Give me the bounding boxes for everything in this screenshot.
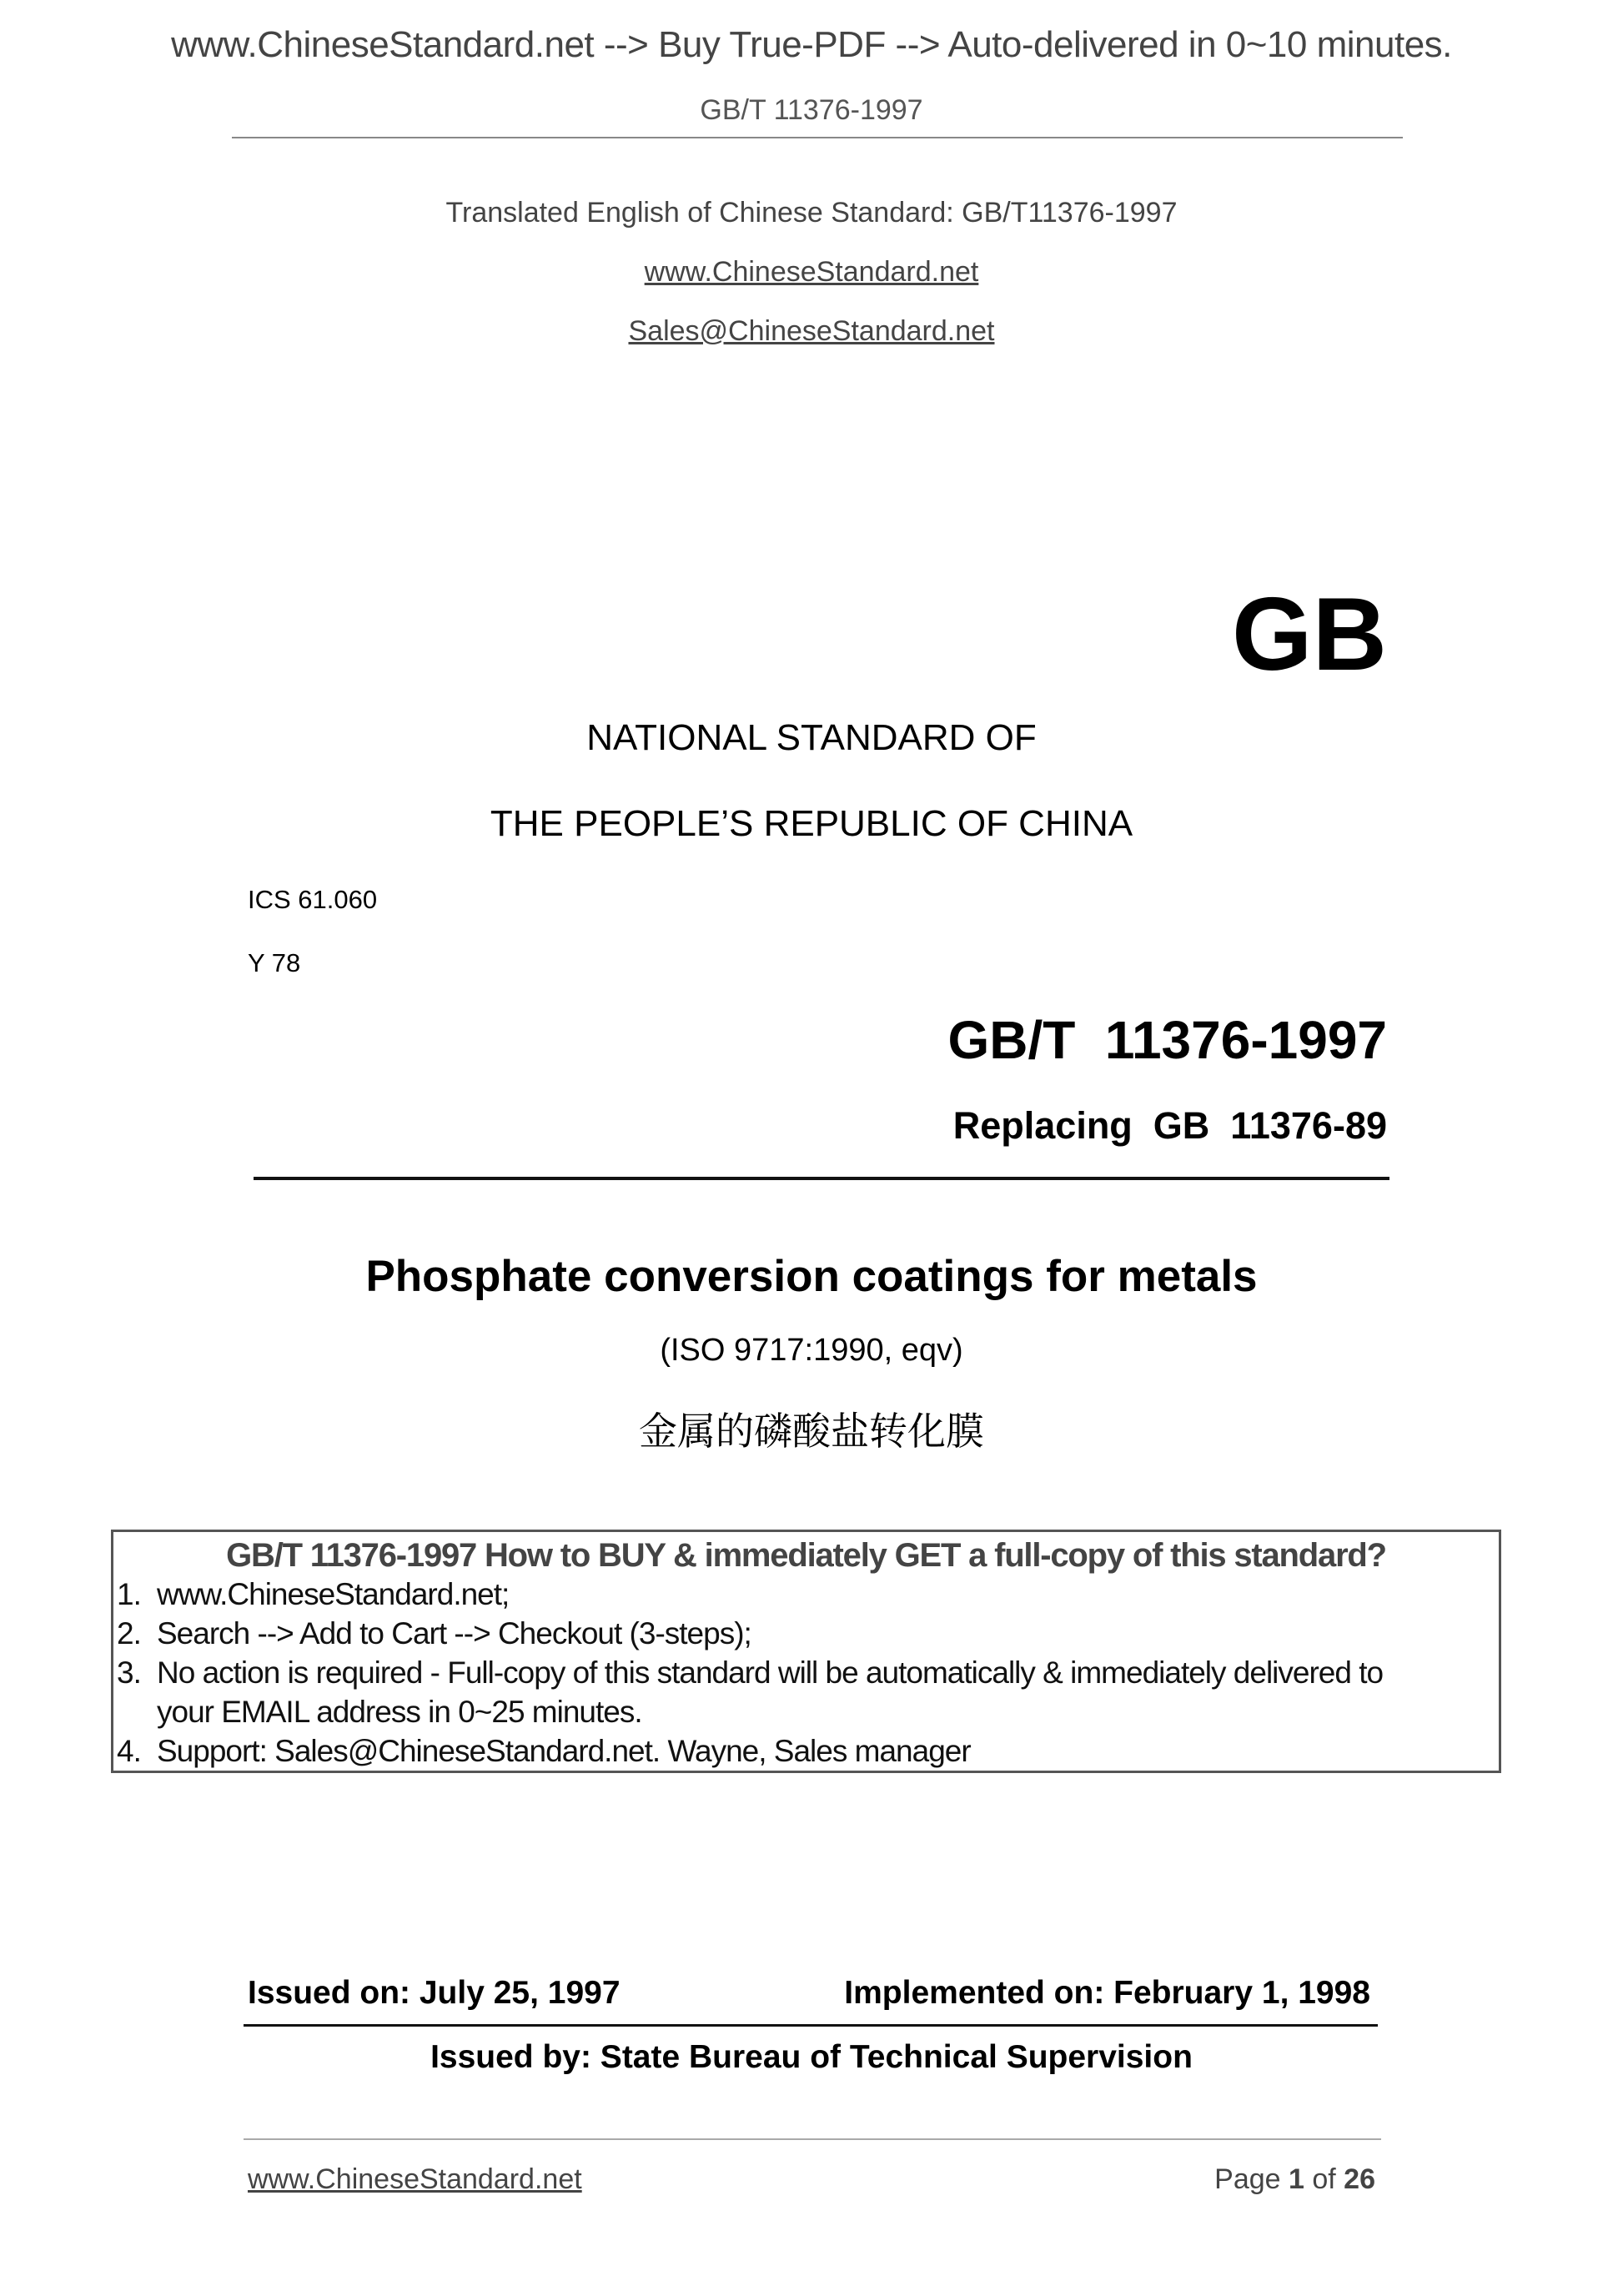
standard-number: GB/T 11376-1997 — [947, 1010, 1387, 1070]
ics-code: ICS 61.060 — [248, 885, 378, 914]
gb-logo: GB — [1232, 577, 1387, 692]
translated-line: Translated English of Chinese Standard: GB/T11376-1997 — [445, 197, 1178, 229]
page-of: of — [1304, 2163, 1344, 2195]
item-text: www.ChineseStandard.net; — [157, 1577, 510, 1611]
buy-instructions-box — [111, 1530, 1501, 1773]
list-item — [113, 1653, 1499, 1692]
running-header: GB/T 11376-1997 — [700, 94, 923, 126]
page-total: 26 — [1344, 2163, 1375, 2195]
item-number: 4. — [117, 1734, 141, 1768]
promo-banner: www.ChineseStandard.net --> Buy True-PDF --> Auto-delivered in 0~10 minutes. — [171, 24, 1452, 65]
issued-on: Issued on: July 25, 1997 — [248, 1975, 621, 2011]
page-indicator — [1001, 2163, 1375, 2196]
item-number: 1. — [117, 1577, 141, 1611]
class-code: Y 78 — [248, 948, 301, 977]
list-item — [113, 1575, 1499, 1614]
national-line-2: THE PEOPLE’S REPUBLIC OF CHINA — [490, 803, 1133, 844]
item-text: No action is required - Full-copy of this standard will be automatically & immediately delivered to — [157, 1655, 1384, 1690]
iso-equivalence: (ISO 9717:1990, eqv) — [660, 1333, 963, 1368]
page-number: 1 — [1289, 2163, 1304, 2195]
item-number: 3. — [117, 1655, 141, 1690]
national-line-1: NATIONAL STANDARD OF — [586, 717, 1037, 758]
list-item — [113, 1614, 1499, 1653]
footer-website-link[interactable]: www.ChineseStandard.net — [248, 2163, 582, 2195]
list-item — [113, 1731, 1499, 1771]
item-text: Search --> Add to Cart --> Checkout (3-steps); — [157, 1616, 751, 1650]
email-link[interactable]: Sales@ChineseStandard.net — [628, 315, 995, 347]
website-link[interactable]: www.ChineseStandard.net — [644, 256, 979, 288]
buy-box-title: GB/T 11376-1997 How to BUY & immediately GET a full-copy of this standard? — [226, 1537, 1386, 1574]
issue-rule — [244, 2024, 1378, 2027]
replacing-note: Replacing GB 11376-89 — [952, 1104, 1387, 1147]
title-chinese: 金属的磷酸盐转化膜 — [639, 1409, 984, 1453]
item-number: 2. — [117, 1616, 141, 1650]
issued-by: Issued by: State Bureau of Technical Supervision — [430, 2039, 1193, 2075]
item-continuation: your EMAIL address in 0~25 minutes. — [157, 1695, 642, 1729]
title-rule — [254, 1177, 1389, 1180]
title-english: Phosphate conversion coatings for metals — [365, 1252, 1258, 1301]
footer-rule — [244, 2138, 1381, 2140]
item-text: Support: Sales@ChineseStandard.net. Wayne, Sales manager — [157, 1734, 971, 1768]
header-rule — [232, 137, 1403, 138]
implemented-on: Implemented on: February 1, 1998 — [844, 1975, 1370, 2011]
page-prefix: Page — [1214, 2163, 1289, 2195]
